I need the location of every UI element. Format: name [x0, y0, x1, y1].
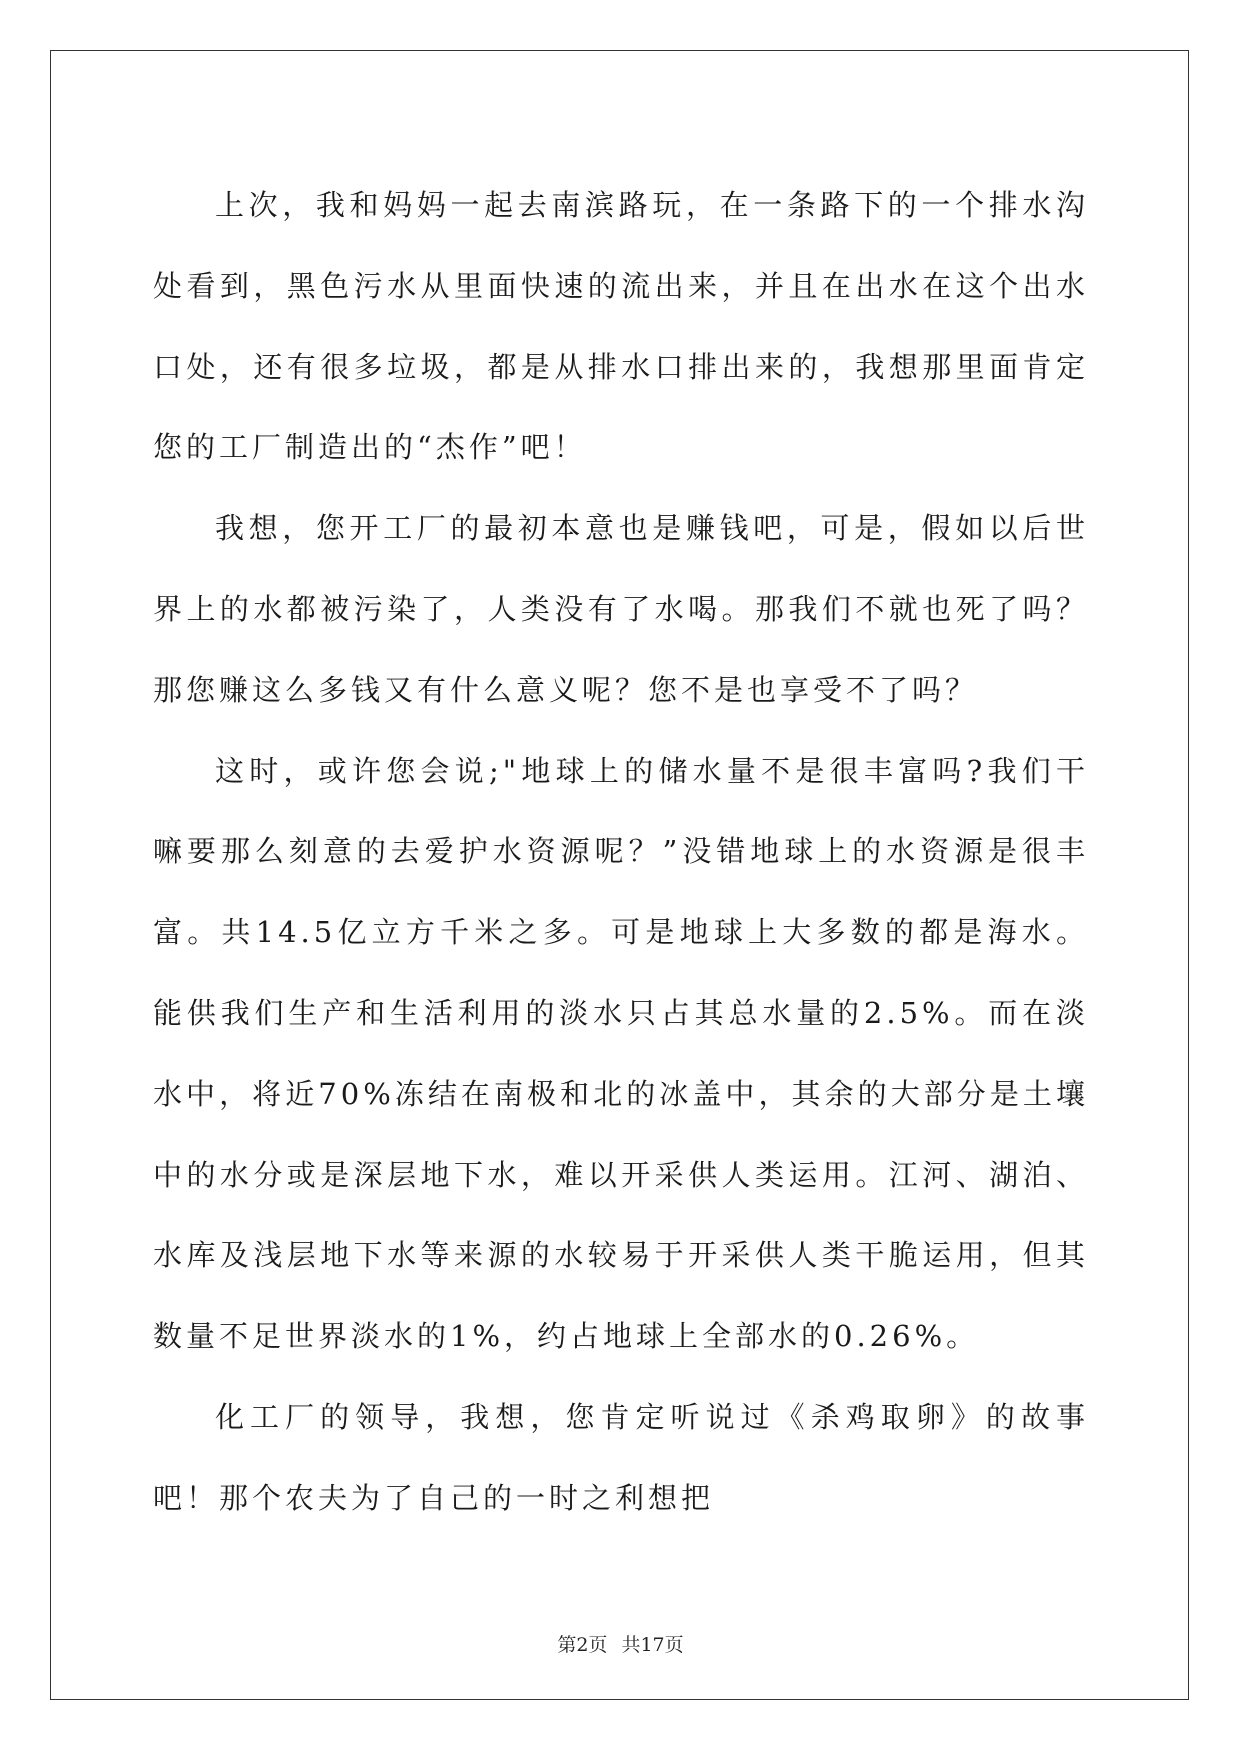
total-pages: 共17页 — [621, 1634, 684, 1656]
paragraph-2: 我想，您开工厂的最初本意也是赚钱吧，可是，假如以后世界上的水都被污染了，人类没有了水喝。那我们不就也死了吗？那您赚这么多钱又有什么意义呢？您不是也享受不了吗？ — [153, 511, 1089, 707]
page-number: 第2页 — [557, 1634, 608, 1656]
paragraph-3: 这时，或许您会说;"地球上的储水量不是很丰富吗?我们干嘛要那么刻意的去爱护水资源呢？”没错地球上的水资源是很丰富。共14.5亿立方千米之多。可是地球上大多数的都是海水。能供我们生产和生活利用的淡水只占其总水量的2.5%。而在淡水中，将近70%冻结在南极和北的冰盖中，其余的大部分是土壤中的水分或是深层地下水，难以开采供人类运用。江河、湖泊、水库及浅层地下水等来源的水较易于开采供人类干脆运用，但其数量不足世界淡水的1%，约占地球上全部水的0.26%。 — [153, 753, 1089, 1354]
paragraph-1: 上次，我和妈妈一起去南滨路玩，在一条路下的一个排水沟处看到，黑色污水从里面快速的流出来，并且在出水在这个出水口处，还有很多垃圾，都是从排水口排出来的，我想那里面肯定您的工厂制造出的“杰作”吧！ — [153, 188, 1089, 465]
paragraph-4: 化工厂的领导，我想，您肯定听说过《杀鸡取卵》的故事吧！那个农夫为了自己的一时之利想把 — [153, 1399, 1089, 1515]
page-footer — [0, 1630, 1241, 1657]
document-body — [153, 165, 1089, 1539]
